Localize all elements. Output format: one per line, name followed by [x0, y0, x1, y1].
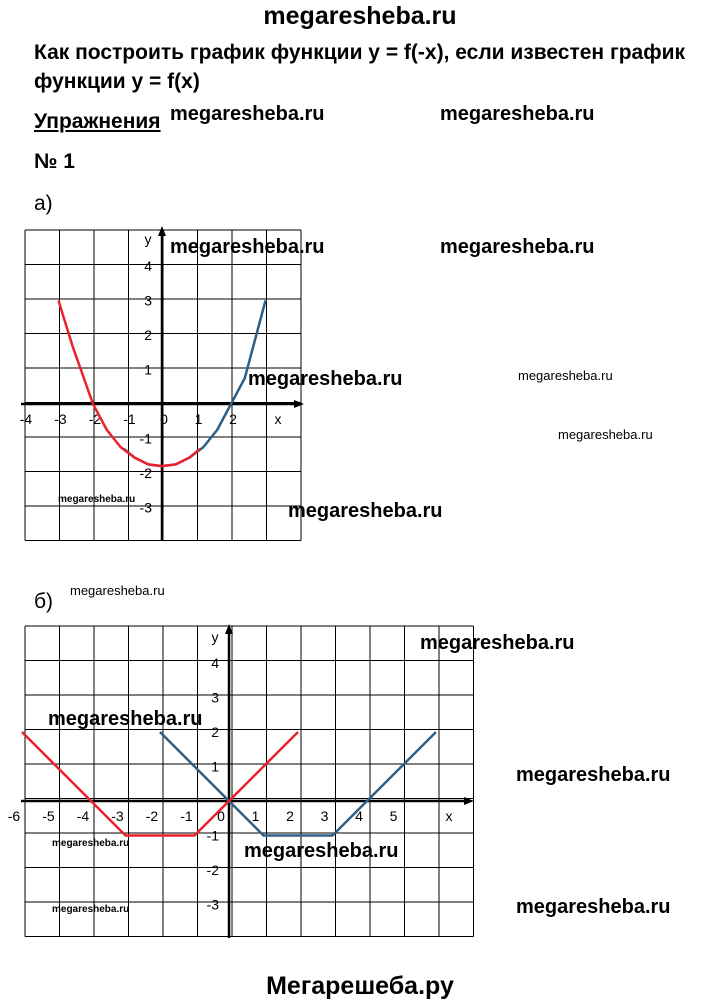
y-tick-label: 2	[211, 724, 219, 740]
y-tick-label: 3	[211, 689, 219, 706]
x-tick-label: 1	[251, 808, 260, 824]
x-tick-label: 3	[320, 808, 329, 824]
x-tick-label: -2	[88, 411, 102, 427]
watermark: megaresheba.ru	[518, 368, 613, 383]
y-tick-label: -3	[139, 499, 152, 516]
watermark: megaresheba.ru	[52, 904, 130, 915]
watermark: megaresheba.ru	[440, 103, 595, 125]
x-tick-label: -4	[19, 411, 33, 427]
part-a-label: а)	[34, 192, 53, 215]
watermark: megaresheba.ru	[558, 427, 653, 442]
x-tick-label: -1	[180, 808, 193, 824]
watermark: megaresheba.ru	[440, 236, 595, 258]
y-tick-label: 1	[211, 758, 219, 775]
y-tick-label: 4	[144, 258, 152, 274]
x-tick-label: 2	[229, 411, 237, 427]
y-axis-label: y	[211, 629, 219, 645]
watermark: megaresheba.ru	[288, 500, 443, 522]
part-b-label: б)	[34, 590, 54, 613]
watermark: megaresheba.ru	[516, 896, 671, 918]
section-title[interactable]: Упражнения	[34, 110, 161, 133]
x-tick-label: -4	[76, 808, 90, 824]
y-tick-label: 4	[211, 655, 219, 671]
x-tick-label: -6	[7, 808, 21, 824]
x-tick-label: -3	[54, 411, 67, 427]
y-tick-label: 1	[144, 361, 152, 378]
watermark: megaresheba.ru	[244, 840, 399, 862]
watermark: megaresheba.ru	[516, 764, 671, 786]
x-tick-label: -5	[42, 808, 55, 824]
y-tick-label: -3	[206, 896, 219, 913]
watermark: megaresheba.ru	[170, 236, 325, 258]
site-title[interactable]: megaresheba.ru	[263, 2, 457, 30]
y-tick-label: -1	[139, 430, 152, 447]
exercise-number: № 1	[34, 150, 75, 173]
watermark: megaresheba.ru	[58, 494, 136, 505]
y-tick-label: 2	[144, 327, 152, 343]
x-tick-label: 0	[217, 808, 225, 824]
x-tick-label: 2	[286, 808, 294, 824]
x-tick-label: 4	[355, 808, 363, 824]
watermark: megaresheba.ru	[52, 838, 130, 849]
x-tick-label: 5	[389, 808, 398, 824]
watermark: megaresheba.ru	[170, 103, 325, 125]
x-tick-label: 1	[194, 411, 203, 427]
watermark: megaresheba.ru	[248, 368, 403, 390]
watermark: megaresheba.ru	[70, 583, 165, 598]
y-tick-label: 3	[144, 292, 152, 309]
x-axis-label: x	[445, 808, 453, 824]
y-tick-label: -1	[206, 827, 219, 844]
y-axis-label: y	[144, 231, 152, 247]
x-tick-label: -1	[123, 411, 136, 427]
y-tick-label: -2	[139, 465, 152, 481]
page-heading: Как построить график функции у = f(-x), если известен график функции у = f(x)	[34, 41, 685, 93]
x-tick-label: -3	[111, 808, 124, 824]
x-tick-label: -2	[145, 808, 159, 824]
x-axis-label: x	[274, 411, 282, 427]
watermark: megaresheba.ru	[420, 632, 575, 654]
watermark: megaresheba.ru	[48, 708, 203, 730]
x-tick-label: 0	[160, 411, 168, 427]
footer-site-name[interactable]: Мегарешеба.ру	[266, 972, 454, 1000]
y-tick-label: -2	[206, 862, 219, 878]
